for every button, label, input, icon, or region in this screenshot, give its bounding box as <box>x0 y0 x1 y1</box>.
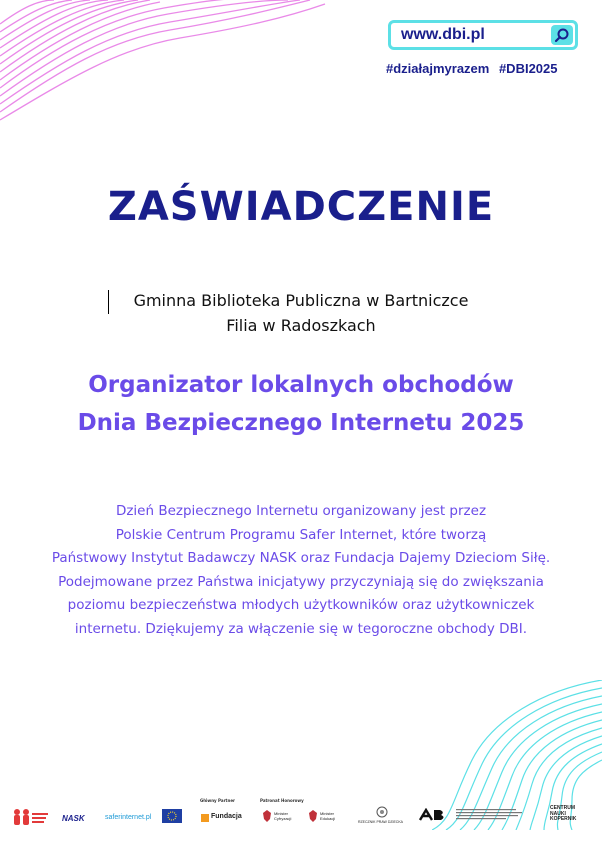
decorative-waves-top <box>0 0 330 140</box>
main-partner-caption: Główny Partner <box>200 798 235 803</box>
search-icon <box>551 25 573 45</box>
recipient-line-1: Gminna Biblioteka Publiczna w Bartniczce <box>133 291 469 310</box>
body-line: Dzień Bezpiecznego Internetu organizowany jest przez <box>115 503 487 519</box>
presidency-text-logo <box>456 808 526 822</box>
minister-edukacji-logo: Minister Edukacji <box>320 811 336 821</box>
body-line: poziomu bezpieczeństwa młodych użytkowników oraz użytkowniczek <box>67 597 535 613</box>
eu-flag-icon <box>162 809 182 823</box>
rzecznik-emblem-icon <box>376 806 388 818</box>
partner-logos <box>10 796 592 836</box>
recipient-block <box>0 288 602 338</box>
body-line: Państwowy Instytut Badawczy NASK oraz Fundacja Dajemy Dzieciom Siłę. <box>51 550 551 566</box>
fundacja-icon <box>201 814 209 822</box>
ab-logo <box>418 808 448 822</box>
search-button[interactable] <box>551 25 573 45</box>
url-text: www.dbi.pl <box>401 26 485 43</box>
fundacja-logo: Fundacja <box>211 813 242 820</box>
saferinternet-logo: saferinternet.pl <box>105 814 152 821</box>
nask-logo: NASK <box>62 814 85 823</box>
minister-cyfryzacji-logo: Minister Cyfryzacji <box>274 811 292 821</box>
role-line-2: Dnia Bezpiecznego Internetu 2025 <box>77 410 525 436</box>
body-line: Polskie Centrum Programu Safer Internet, które tworzą <box>115 526 487 543</box>
fdds-logo <box>12 808 50 826</box>
role-line-1: Organizator lokalnych obchodów <box>88 372 514 398</box>
centrum-nauki-kopernik-logo: CENTRUM NAUKI KOPERNIK <box>550 805 577 822</box>
role-block <box>0 366 602 442</box>
eagle-emblem-icon <box>308 810 318 822</box>
patronage-caption: Patronat Honorowy <box>260 798 304 803</box>
recipient-line-2: Filia w Radoszkach <box>226 316 376 335</box>
certificate-title: ZAŚWIADCZENIE <box>107 184 495 230</box>
body-line: internetu. Dziękujemy za włączenie się w tegoroczne obchody DBI. <box>74 620 528 637</box>
url-search-box[interactable] <box>388 20 578 50</box>
body-text <box>20 500 582 641</box>
hashtags: #działajmyrazem #DBI2025 <box>386 61 558 76</box>
body-line: Podejmowane przez Państwa inicjatywy przyczyniają się do zwiększania <box>58 573 544 590</box>
eagle-emblem-icon <box>262 810 272 822</box>
rzecznik-logo: RZECZNIK PRAW DZIECKA <box>358 820 403 824</box>
